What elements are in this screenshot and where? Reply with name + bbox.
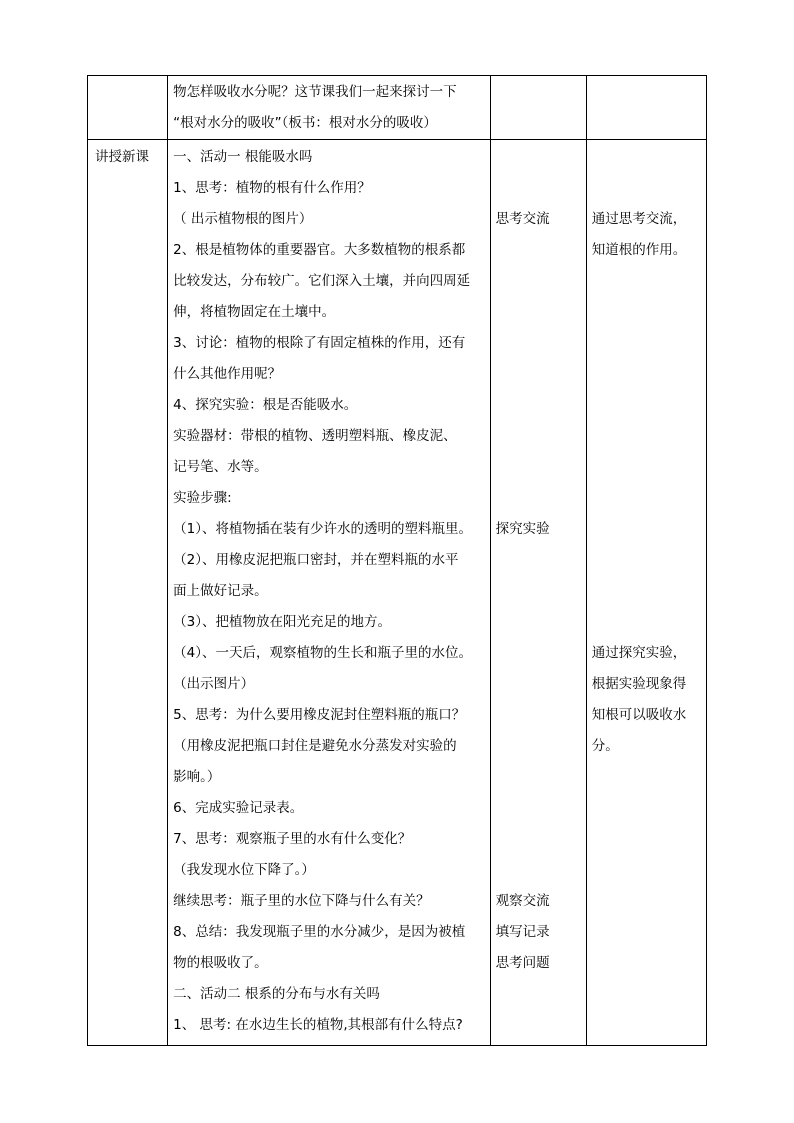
design-intent-text: 知根可以吸收水 — [591, 707, 687, 723]
content-line: 比较发达，分布较广。它们深入土壤，并向四周延 — [173, 273, 471, 289]
content-line: （我发现水位下降了。） — [173, 862, 315, 878]
content-line: 1、 思考: 在水边生长的植物,其根部有什么特点? — [173, 1017, 463, 1033]
content-line: 影响。） — [173, 769, 221, 785]
student-activity-cell-empty — [490, 76, 586, 140]
table-row-intro — [88, 76, 707, 140]
design-intent-text: 分。 — [591, 738, 619, 754]
content-line: 7、思考：观察瓶子里的水有什么变化？ — [173, 831, 412, 847]
content-line: 记号笔、水等。 — [173, 459, 268, 475]
design-intent-text: 知道根的作用。 — [591, 242, 687, 258]
stage-cell-empty — [88, 76, 168, 140]
design-intent-text: 根据实验现象得 — [591, 676, 687, 692]
content-line: 什么其他作用呢？ — [173, 366, 282, 382]
content-line: （4）、一天后，观察植物的生长和瓶子里的水位。 — [173, 645, 472, 661]
stage-cell — [88, 140, 168, 1046]
content-line: 面上做好记录。 — [173, 583, 268, 599]
content-line: 二、活动二 根系的分布与水有关吗 — [173, 986, 380, 1002]
content-line: （2）、用橡皮泥把瓶口密封，并在塑料瓶的水平 — [173, 552, 459, 568]
content-line: （出示图片） — [173, 676, 255, 692]
stage-label: 讲授新课 — [95, 149, 149, 165]
content-line: 5、思考：为什么要用橡皮泥封住塑料瓶的瓶口？ — [173, 707, 466, 723]
content-line: 伸，将植物固定在土壤中。 — [173, 304, 336, 320]
student-activity-text: 思考交流 — [495, 211, 550, 227]
content-line: 继续思考：瓶子里的水位下降与什么有关？ — [173, 893, 430, 909]
content-line: 4、探究实验：根是否能吸水。 — [173, 397, 358, 413]
content-line: 8、总结：我发现瓶子里的水分减少，是因为被植 — [173, 924, 466, 940]
content-line: 物怎样吸收水分呢？这节课我们一起来探讨一下 — [173, 84, 457, 100]
table-row-new-lesson — [88, 140, 707, 1046]
content-line: 物的根吸收了。 — [173, 955, 268, 971]
content-line: 实验步骤: — [173, 490, 232, 506]
content-line: （ 出示植物根的图片） — [173, 211, 313, 227]
design-intent-cell-empty — [586, 76, 706, 140]
content-line: 一、活动一 根能吸水吗 — [173, 149, 313, 165]
design-intent-cell — [586, 140, 706, 1046]
content-line: 2、根是植物体的重要器官。大多数植物的根系都 — [173, 242, 466, 258]
content-line: 6、完成实验记录表。 — [173, 800, 304, 816]
content-line: 3、讨论：植物的根除了有固定植株的作用，还有 — [173, 335, 466, 351]
student-activity-text: 探究实验 — [495, 521, 550, 537]
design-intent-text: 通过思考交流， — [591, 211, 687, 227]
content-line: （1）、将植物插在装有少许水的透明的塑料瓶里。 — [173, 521, 472, 537]
lesson-plan-table — [87, 75, 707, 1046]
content-line: 1、思考：植物的根有什么作用？ — [173, 180, 371, 196]
design-intent-text: 通过探究实验， — [591, 645, 687, 661]
content-line: “根对水分的吸收”（板书：根对水分的吸收） — [173, 115, 437, 131]
content-line: 实验器材：带根的植物、透明塑料瓶、橡皮泥、 — [173, 428, 457, 444]
content-line: （用橡皮泥把瓶口封住是避免水分蒸发对实验的 — [173, 738, 457, 754]
student-activity-text: 思考问题 — [495, 955, 550, 971]
student-activity-text: 观察交流 — [495, 893, 550, 909]
teaching-content-cell — [168, 140, 491, 1046]
student-activity-cell — [490, 140, 586, 1046]
student-activity-text: 填写记录 — [495, 924, 550, 940]
content-line: （3）、把植物放在阳光充足的地方。 — [173, 614, 391, 630]
teaching-content-cell — [168, 76, 491, 140]
